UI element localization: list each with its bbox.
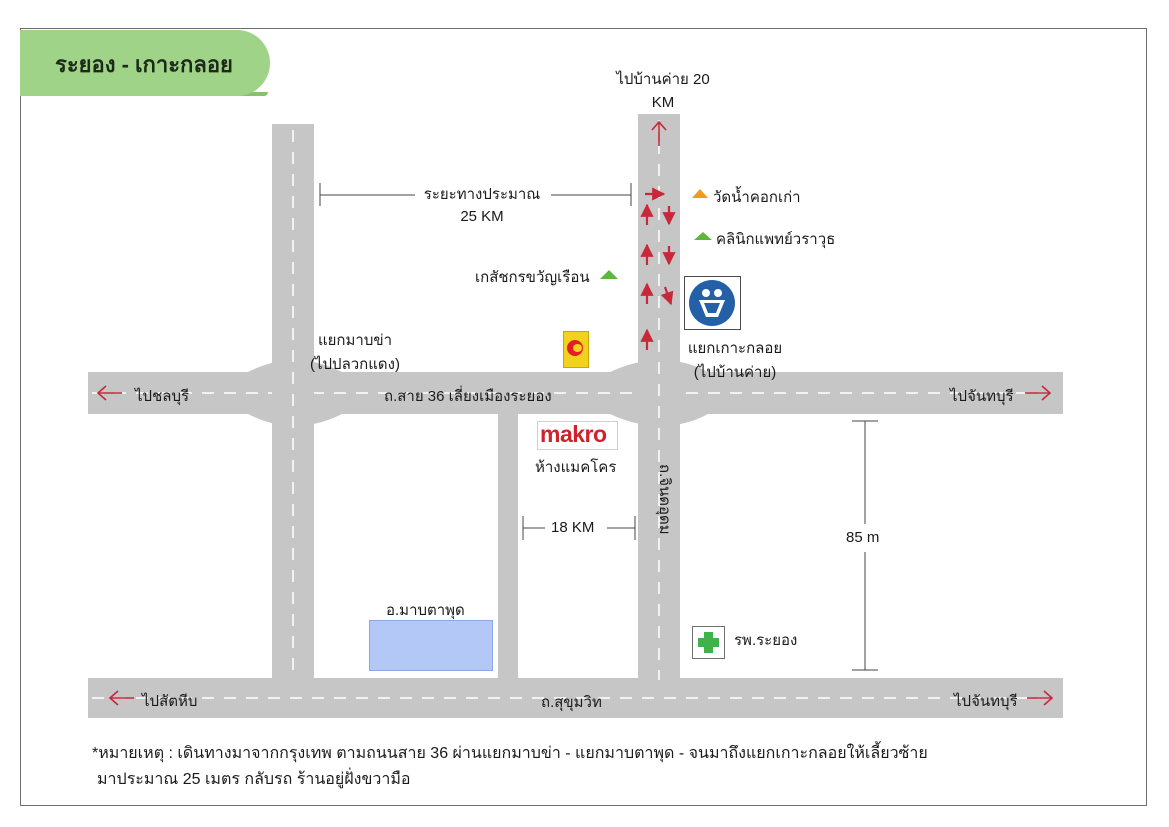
clinic-label: คลินิกแพทย์วราวุธ [716, 231, 836, 248]
map-kha-road [272, 124, 314, 684]
sukhumvit-label: ถ.สุขุมวิท [541, 694, 602, 711]
wat-label: วัดน้ำคอกเก่า [713, 189, 801, 206]
makro-logo-text: makro [540, 421, 607, 447]
note-line-2: มาประมาณ 25 เมตร กลับรถ ร้านอยู่ฝั่งขวามือ [97, 771, 411, 788]
map-ta-phut-label: อ.มาบตาพุด [386, 602, 465, 619]
pharmacy-logo-icon [689, 280, 735, 326]
makro-logo [537, 421, 618, 450]
map-title: ระยอง - เกาะกลอย [55, 52, 233, 77]
hospital-label: รพ.ระยอง [734, 632, 798, 649]
map-ta-phut-area [369, 620, 493, 671]
hospital-icon [692, 626, 725, 659]
to-chanthaburi-bottom-label: ไปจันทบุรี [954, 693, 1018, 710]
makro-side-road [498, 414, 518, 680]
map-kha-junction-label: แยกมาบข่า (ไปปลวกแดง) [309, 332, 400, 373]
big-c-logo [563, 331, 589, 368]
clinic-marker-icon [694, 232, 712, 240]
coop-label: เกสัชกรขวัญเรือน [475, 269, 590, 286]
ko-kloi-junction-label: แยกเกาะกลอย (ไปบ้านค่าย) [687, 340, 783, 381]
chinda-udom-road [638, 114, 680, 684]
makro-label: ห้างแมคโคร [535, 459, 617, 476]
coop-marker-icon [600, 270, 618, 279]
to-chanthaburi-top-label: ไปจันทบุรี [950, 388, 1014, 405]
distance-25km-label: ระยะทางประมาณ 25 KM [423, 186, 541, 225]
highway-36-label: ถ.สาย 36 เลี่ยงเมืองระยอง [384, 388, 552, 405]
wat-marker-icon [692, 189, 708, 198]
note-line-1: *หมายเหตุ : เดินทางมาจากกรุงเทพ ตามถนนสาย 36 ผ่านแยกมาบข่า - แยกมาบตาพุด - จนมาถึงแยกเกาะกลอยให้เลี้ยวซ้าย [92, 745, 928, 762]
to-sattahip-label: ไปสัตหีบ [142, 693, 198, 710]
chinda-udom-road-label: ถ.จินดอุดม [656, 464, 673, 535]
to-chonburi-label: ไปชลบุรี [135, 388, 190, 405]
to-ban-khai-label: ไปบ้านค่าย 20 KM [616, 71, 710, 111]
destination-icon [684, 276, 741, 330]
distance-18km-label: 18 KM [551, 519, 595, 536]
highway-36-road [88, 360, 1063, 426]
distance-85m-label: 85 m [846, 529, 880, 546]
